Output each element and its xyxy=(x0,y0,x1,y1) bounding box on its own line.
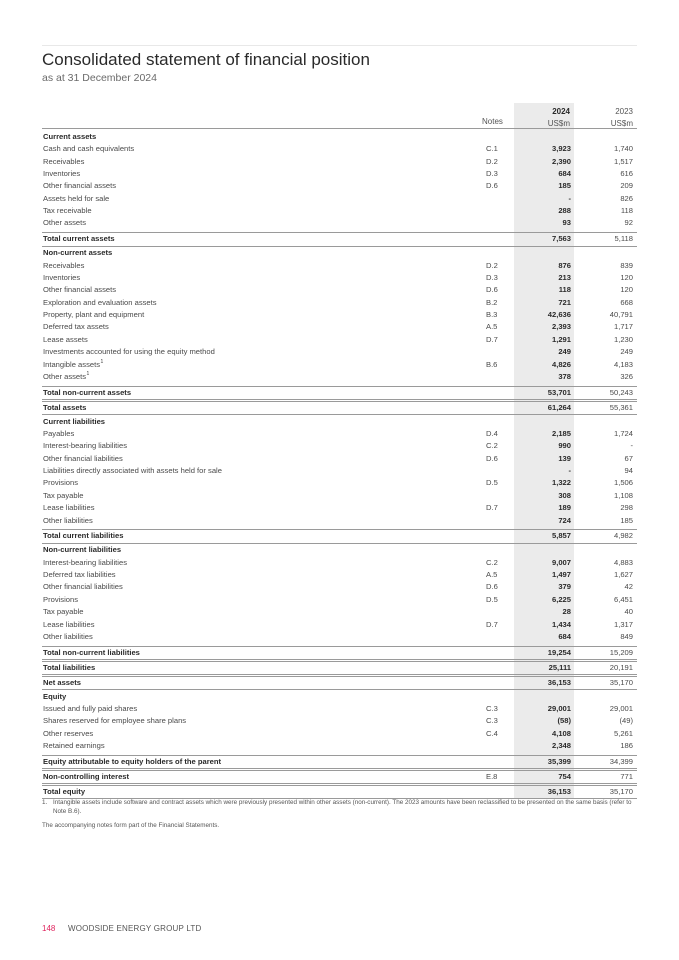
row-value-2024: 29,001 xyxy=(547,704,571,713)
row-value-2023: 849 xyxy=(620,631,633,641)
line-item-row xyxy=(42,334,637,346)
row-value-2024: 684 xyxy=(558,631,571,641)
row-label: Total non-current assets xyxy=(43,387,132,397)
row-value-2023: 4,183 xyxy=(613,359,633,369)
row-value-2024: (58) xyxy=(557,716,571,726)
row-value-2023: 1,317 xyxy=(613,619,633,629)
row-value-2023: 298 xyxy=(620,503,633,513)
row-label: Provisions xyxy=(43,594,79,604)
row-label: Total equity xyxy=(43,786,86,796)
line-item-row xyxy=(42,428,637,440)
line-item-row xyxy=(42,740,637,752)
row-value-2023: 209 xyxy=(620,181,633,191)
row-note-ref: D.3 xyxy=(486,169,498,179)
line-item-row xyxy=(42,321,637,333)
row-value-2024: 19,254 xyxy=(547,647,571,657)
line-item-row xyxy=(42,143,637,155)
row-value-2023: 185 xyxy=(620,515,633,525)
row-label: Total non-current liabilities xyxy=(43,647,140,657)
row-label: Current assets xyxy=(43,132,97,141)
row-label: Deferred tax assets xyxy=(43,322,109,332)
row-label: Other financial assets xyxy=(43,285,117,295)
row-note-ref: D.2 xyxy=(486,156,498,166)
row-label: Receivables xyxy=(43,260,85,270)
row-label: Assets held for sale xyxy=(43,193,110,203)
row-note-ref: D.5 xyxy=(486,478,498,488)
line-item-row xyxy=(42,217,637,229)
line-item-row xyxy=(42,297,637,309)
section-heading-row xyxy=(42,131,637,143)
row-label: Total assets xyxy=(43,402,87,412)
row-label: Non-current assets xyxy=(43,248,113,258)
row-label: Total current assets xyxy=(43,234,115,244)
section-heading-row xyxy=(42,544,637,556)
page-number: 148 xyxy=(42,924,56,933)
row-value-2024: 3,923 xyxy=(551,144,571,154)
row-value-2023: 5,118 xyxy=(614,234,633,244)
unit-prior-header: US$m xyxy=(610,119,633,128)
total-row xyxy=(42,676,637,690)
row-value-2023: 1,517 xyxy=(613,156,633,166)
row-value-2024: 25,111 xyxy=(548,662,571,672)
row-note-ref: A.5 xyxy=(486,570,498,580)
total-row xyxy=(42,646,637,660)
line-item-row xyxy=(42,631,637,643)
row-value-2024: 876 xyxy=(558,260,571,270)
line-item-row xyxy=(42,453,637,465)
section-heading-row xyxy=(42,416,637,428)
row-label: Other assets xyxy=(43,371,87,381)
page-title: Consolidated statement of financial position xyxy=(42,50,370,69)
row-value-2023: 67 xyxy=(624,453,633,463)
line-item-row xyxy=(42,156,637,168)
total-row xyxy=(42,529,637,543)
row-value-2024: 1,291 xyxy=(551,334,571,344)
line-item-row: Other assets 1 378 326 xyxy=(42,371,637,383)
row-value-2024: 1,497 xyxy=(551,570,571,580)
row-label: Inventories xyxy=(43,169,81,179)
row-value-2023: 1,627 xyxy=(613,570,633,580)
line-item-row xyxy=(42,569,637,581)
row-label: Other financial assets xyxy=(43,181,117,191)
row-note-ref: B.2 xyxy=(486,297,498,307)
row-value-2024: 2,390 xyxy=(551,156,571,166)
row-value-2023: 55,361 xyxy=(609,402,633,412)
row-label: Total liabilities xyxy=(43,662,96,672)
row-value-2023: 94 xyxy=(624,466,633,476)
row-value-2023: 35,170 xyxy=(609,786,633,796)
footnote-text: Intangible assets include software and contract assets which were previously presented within other assets (non-current). The 2023 amounts have been reclassified to be presented on the same basis (refer to Note B.6). xyxy=(53,799,632,815)
row-label: Other assets xyxy=(43,218,87,228)
row-value-2023: - xyxy=(630,441,633,451)
row-value-2024: 378 xyxy=(558,371,571,381)
line-item-row xyxy=(42,260,637,272)
row-label: Tax payable xyxy=(43,490,84,500)
line-item-row xyxy=(42,606,637,618)
row-value-2024: 185 xyxy=(558,181,571,191)
row-label: Tax payable xyxy=(43,607,84,617)
row-note-ref: D.6 xyxy=(486,582,498,592)
row-value-2024: 213 xyxy=(558,273,571,283)
row-value-2023: 5,261 xyxy=(613,728,633,738)
row-value-2024: 6,225 xyxy=(551,594,571,604)
row-label: Equity xyxy=(43,691,67,701)
total-row xyxy=(42,232,637,246)
row-value-2023: 668 xyxy=(620,297,633,307)
row-value-2024: 2,393 xyxy=(551,322,571,332)
row-value-2023: 15,209 xyxy=(609,647,633,657)
line-item-row xyxy=(42,193,637,205)
row-label: Non-current liabilities xyxy=(43,545,122,555)
row-label: Cash and cash equivalents xyxy=(43,144,135,154)
row-label: Deferred tax liabilities xyxy=(43,570,116,580)
row-value-2023: 120 xyxy=(620,285,633,295)
row-value-2024: 721 xyxy=(558,297,571,307)
total-row xyxy=(42,401,637,415)
row-label: Interest-bearing liabilities xyxy=(43,441,127,451)
row-value-2024: 288 xyxy=(558,206,571,216)
row-label: Exploration and evaluation assets xyxy=(43,297,157,307)
line-item-row xyxy=(42,180,637,192)
row-label: Lease liabilities xyxy=(43,503,95,513)
row-value-2024: 990 xyxy=(558,441,571,451)
row-value-2023: 42 xyxy=(624,582,633,592)
line-item-row xyxy=(42,728,637,740)
row-value-2024: - xyxy=(568,193,571,203)
line-item-row xyxy=(42,557,637,569)
row-note-ref: D.5 xyxy=(486,594,498,604)
row-note-ref: B.6 xyxy=(486,359,498,369)
row-note-ref: D.7 xyxy=(486,503,498,513)
row-label: Retained earnings xyxy=(43,741,105,751)
row-value-2023: 249 xyxy=(620,347,633,357)
row-value-2024: 7,563 xyxy=(551,234,571,244)
row-label: Payables xyxy=(43,429,75,439)
row-note-ref: C.3 xyxy=(486,704,498,713)
row-note-ref: D.6 xyxy=(486,181,498,191)
footnote-number: 1. xyxy=(42,799,48,806)
row-label: Receivables xyxy=(43,156,85,166)
row-value-2024: 5,857 xyxy=(551,531,571,541)
row-note-ref: C.4 xyxy=(486,728,498,738)
row-value-2024: 28 xyxy=(562,607,571,617)
row-value-2023: 29,001 xyxy=(609,704,633,713)
row-label: Equity attributable to equity holders of the parent xyxy=(43,757,222,766)
row-value-2023: 1,740 xyxy=(613,144,633,154)
row-label: Shares reserved for employee share plans xyxy=(43,716,187,726)
row-note-ref: E.8 xyxy=(486,771,498,781)
row-label: Other liabilities xyxy=(43,515,93,525)
row-value-2023: 4,883 xyxy=(613,557,633,567)
line-item-row xyxy=(42,703,637,715)
row-value-2024: - xyxy=(568,466,571,476)
row-label: Property, plant and equipment xyxy=(43,310,145,320)
row-value-2024: 684 xyxy=(558,169,571,179)
row-value-2023: 826 xyxy=(620,193,633,203)
row-note-ref: D.6 xyxy=(486,453,498,463)
row-value-2023: 1,724 xyxy=(613,429,633,439)
row-value-2024: 42,636 xyxy=(547,310,571,320)
total-row xyxy=(42,661,637,675)
line-item-row xyxy=(42,490,637,502)
row-label: Other financial liabilities xyxy=(43,582,123,592)
line-item-row xyxy=(42,346,637,358)
row-label: Intangible assets xyxy=(43,359,100,369)
row-label: Interest-bearing liabilities xyxy=(43,557,127,567)
row-label: Other liabilities xyxy=(43,631,93,641)
row-value-2024: 249 xyxy=(558,347,571,357)
row-label: Investments accounted for using the equity method xyxy=(43,347,215,357)
row-value-2023: 771 xyxy=(620,771,633,781)
row-label: Liabilities directly associated with assets held for sale xyxy=(43,466,222,476)
row-value-2024: 139 xyxy=(558,453,571,463)
row-value-2023: 118 xyxy=(620,206,633,216)
row-value-2024: 53,701 xyxy=(547,387,571,397)
line-item-row xyxy=(42,594,637,606)
row-value-2023: 4,982 xyxy=(613,531,633,541)
row-value-2023: 186 xyxy=(620,741,633,751)
row-value-2024: 36,153 xyxy=(547,786,571,796)
line-item-row: Intangible assets 1 B.6 4,826 4,183 xyxy=(42,359,637,371)
row-value-2023: 6,451 xyxy=(613,594,633,604)
row-value-2023: 326 xyxy=(620,371,633,381)
row-value-2023: 839 xyxy=(620,260,633,270)
section-heading-row xyxy=(42,691,637,703)
row-value-2023: 92 xyxy=(624,218,633,228)
row-label: Tax receivable xyxy=(43,206,92,216)
row-value-2023: 1,717 xyxy=(613,322,633,332)
row-value-2023: 40 xyxy=(624,607,633,617)
row-value-2024: 2,348 xyxy=(551,741,571,751)
line-item-row xyxy=(42,515,637,527)
accompanying-notes-statement: The accompanying notes form part of the Financial Statements. xyxy=(42,822,220,829)
header-divider xyxy=(42,128,637,129)
row-note-ref: C.3 xyxy=(486,716,498,726)
row-label: Lease assets xyxy=(43,334,88,344)
line-item-row xyxy=(42,581,637,593)
row-value-2023: 20,191 xyxy=(609,662,633,672)
row-note-ref: D.7 xyxy=(486,334,498,344)
line-item-row xyxy=(42,309,637,321)
total-row xyxy=(42,770,637,784)
row-label: Other reserves xyxy=(43,728,94,738)
row-value-2024: 36,153 xyxy=(547,677,571,687)
unit-current-header: US$m xyxy=(547,119,570,128)
row-note-ref: B.3 xyxy=(486,310,498,320)
page-subtitle: as at 31 December 2024 xyxy=(42,72,157,84)
row-value-2023: 34,399 xyxy=(609,757,633,766)
row-value-2023: 616 xyxy=(620,169,633,179)
top-divider xyxy=(42,45,637,46)
row-value-2023: 1,230 xyxy=(613,334,633,344)
line-item-row xyxy=(42,284,637,296)
row-note-ref: D.6 xyxy=(486,285,498,295)
row-note-ref: D.4 xyxy=(486,429,498,439)
row-value-2024: 118 xyxy=(558,285,571,295)
row-label: Inventories xyxy=(43,273,81,283)
row-label: Lease liabilities xyxy=(43,619,95,629)
row-value-2024: 1,322 xyxy=(551,478,571,488)
year-current-header: 2024 xyxy=(552,107,570,116)
line-item-row xyxy=(42,205,637,217)
row-value-2023: 40,791 xyxy=(609,310,633,320)
line-item-row xyxy=(42,168,637,180)
row-value-2024: 93 xyxy=(562,218,571,228)
row-value-2024: 308 xyxy=(558,490,571,500)
row-label: Provisions xyxy=(43,478,79,488)
line-item-row xyxy=(42,440,637,452)
row-note-ref: C.2 xyxy=(486,557,498,567)
section-heading-row xyxy=(42,247,637,259)
row-value-2023: 1,108 xyxy=(613,490,633,500)
row-value-2024: 379 xyxy=(558,582,571,592)
row-value-2023: (49) xyxy=(619,716,633,726)
row-value-2023: 35,170 xyxy=(609,677,633,687)
row-value-2023: 120 xyxy=(620,273,633,283)
row-note-ref: D.7 xyxy=(486,619,498,629)
row-label: Issued and fully paid shares xyxy=(43,704,138,713)
company-name: WOODSIDE ENERGY GROUP LTD xyxy=(68,924,202,933)
line-item-row xyxy=(42,502,637,514)
row-value-2024: 4,108 xyxy=(551,728,571,738)
row-label: Other financial liabilities xyxy=(43,453,123,463)
line-item-row xyxy=(42,465,637,477)
row-note-ref: D.3 xyxy=(486,273,498,283)
row-note-ref: D.2 xyxy=(486,260,498,270)
row-value-2024: 1,434 xyxy=(551,619,571,629)
row-note-ref: A.5 xyxy=(486,322,498,332)
line-item-row xyxy=(42,619,637,631)
row-value-2023: 1,506 xyxy=(613,478,633,488)
total-row xyxy=(42,386,637,400)
row-value-2024: 35,399 xyxy=(547,757,571,766)
row-note-ref: C.2 xyxy=(486,441,498,451)
row-value-2023: 50,243 xyxy=(609,387,633,397)
line-item-row xyxy=(42,477,637,489)
line-item-row xyxy=(42,715,637,727)
footnote xyxy=(42,798,632,816)
row-label: Current liabilities xyxy=(43,416,106,426)
row-label: Total current liabilities xyxy=(43,531,124,541)
row-label: Non-controlling interest xyxy=(43,771,130,781)
row-note-ref: C.1 xyxy=(486,144,498,154)
row-value-2024: 4,826 xyxy=(551,359,571,369)
total-row xyxy=(42,755,637,769)
line-item-row xyxy=(42,272,637,284)
row-value-2024: 2,185 xyxy=(551,429,571,439)
notes-header: Notes xyxy=(482,117,503,126)
row-value-2024: 61,264 xyxy=(547,402,571,412)
row-label: Net assets xyxy=(43,677,81,687)
row-value-2024: 189 xyxy=(558,503,571,513)
row-value-2024: 754 xyxy=(558,771,571,781)
row-value-2024: 9,007 xyxy=(551,557,571,567)
year-prior-header: 2023 xyxy=(615,107,633,116)
row-value-2024: 724 xyxy=(558,515,571,525)
